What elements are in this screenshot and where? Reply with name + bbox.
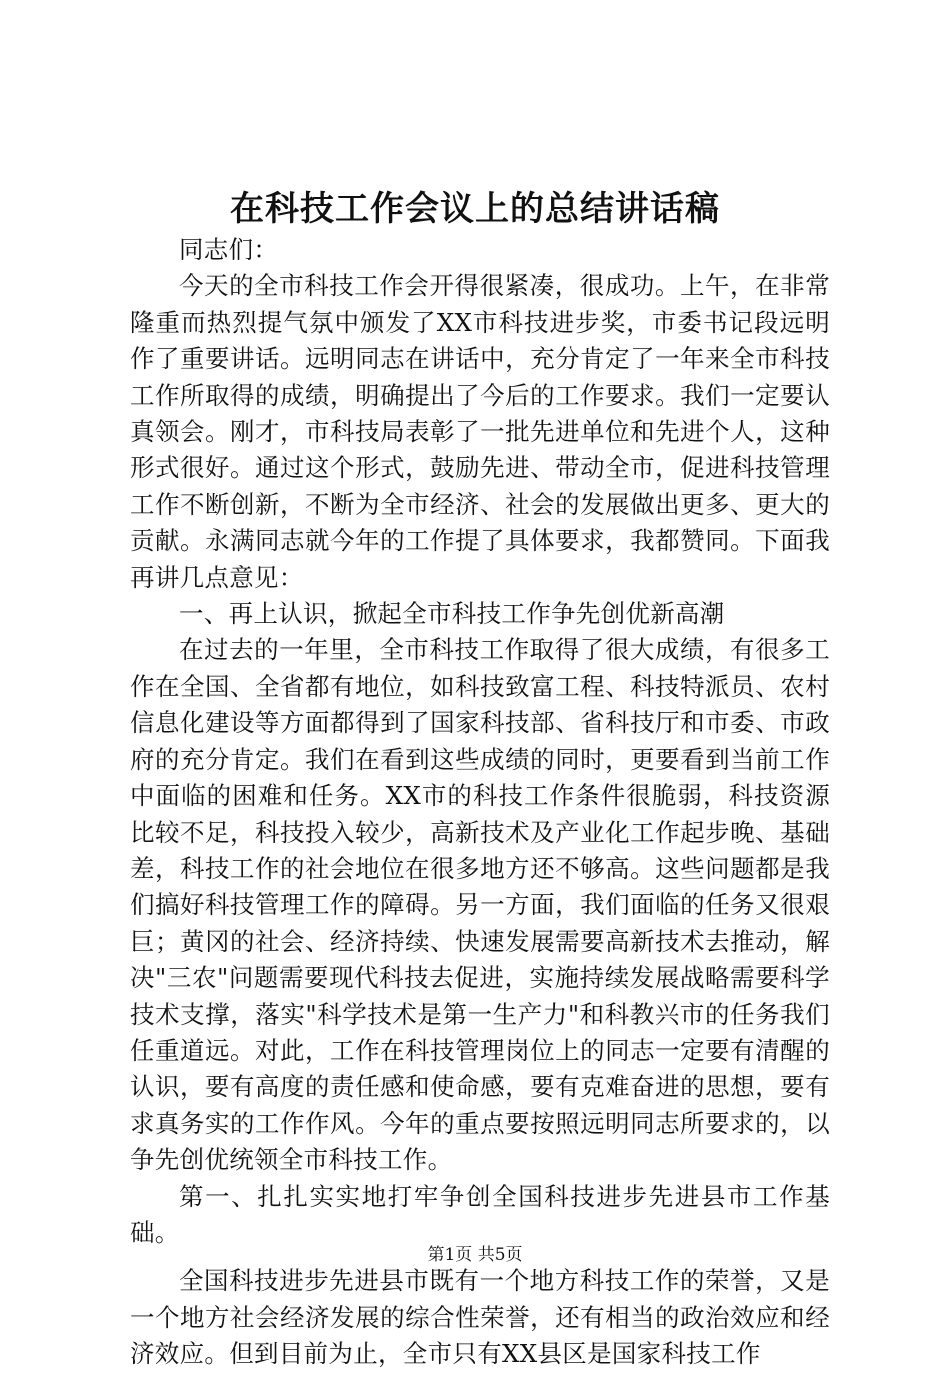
subsection-heading-first: 第一、扎扎实实地打牢争创全国科技进步先进县市工作基础。 xyxy=(130,1181,830,1247)
page-number-footer: 第1页 共5页 xyxy=(427,1245,523,1265)
document-body xyxy=(130,232,830,1373)
body-paragraph: 全国科技进步先进县市既有一个地方科技工作的荣誉，又是一个地方社会经济发展的综合性荣誉，还有相当的政治效应和经济效应。但到目前为止，全市只有XX县区是国家科技工作 xyxy=(130,1266,830,1369)
section-heading-one: 一、再上认识，掀起全市科技工作争先创优新高潮 xyxy=(179,599,725,629)
body-paragraph: 在过去的一年里，全市科技工作取得了很大成绩，有很多工作在全国、全省都有地位，如科技致富工程、科技特派员、农村信息化建设等方面都得到了国家科技部、省科技厅和市委、市政府的充分肯定。我们在看到这些成绩的同时，更要看到当前工作中面临的困难和任务。XX市的科技工作条件很脆弱，科技资源比较不足，科技投入较少，高新技术及产业化工作起步晚、基础差，科技工作的社会地位在很多地方还不够高。这些问题都是我们搞好科技管理工作的障碍。另一方面，我们面临的任务又很艰巨；黄冈的社会、经济持续、快速发展需要高新技术去推动，解决"三农"问题需要现代科技去促进，实施持续发展战略需要科学技术支撑，落实"科学技术是第一生产力"和科教兴市的任务我们任重道远。对此，工作在科技管理岗位上的同志一定要有清醒的认识，要有高度的责任感和使命感，要有克难奋进的思想，要有求真务实的工作作风。今年的重点要按照远明同志所要求的，以争先创优统领全市科技工作。 xyxy=(130,635,830,1175)
document-title: 在科技工作会议上的总结讲话稿 xyxy=(230,189,720,229)
intro-paragraph: 今天的全市科技工作会开得很紧凑，很成功。上午，在非常隆重而热烈提气氛中颁发了XX市科技进步奖，市委书记段远明作了重要讲话。远明同志在讲话中，充分肯定了一年来全市科技工作所取得的成绩，明确提出了今后的工作要求。我们一定要认真领会。刚才，市科技局表彰了一批先进单位和先进个人，这种形式很好。通过这个形式，鼓励先进、带动全市，促进科技管理工作不断创新，不断为全市经济、社会的发展做出更多、更大的贡献。永满同志就今年的工作提了具体要求，我都赞同。下面我再讲几点意见： xyxy=(130,271,830,592)
salutation-paragraph: 同志们： xyxy=(179,235,279,264)
